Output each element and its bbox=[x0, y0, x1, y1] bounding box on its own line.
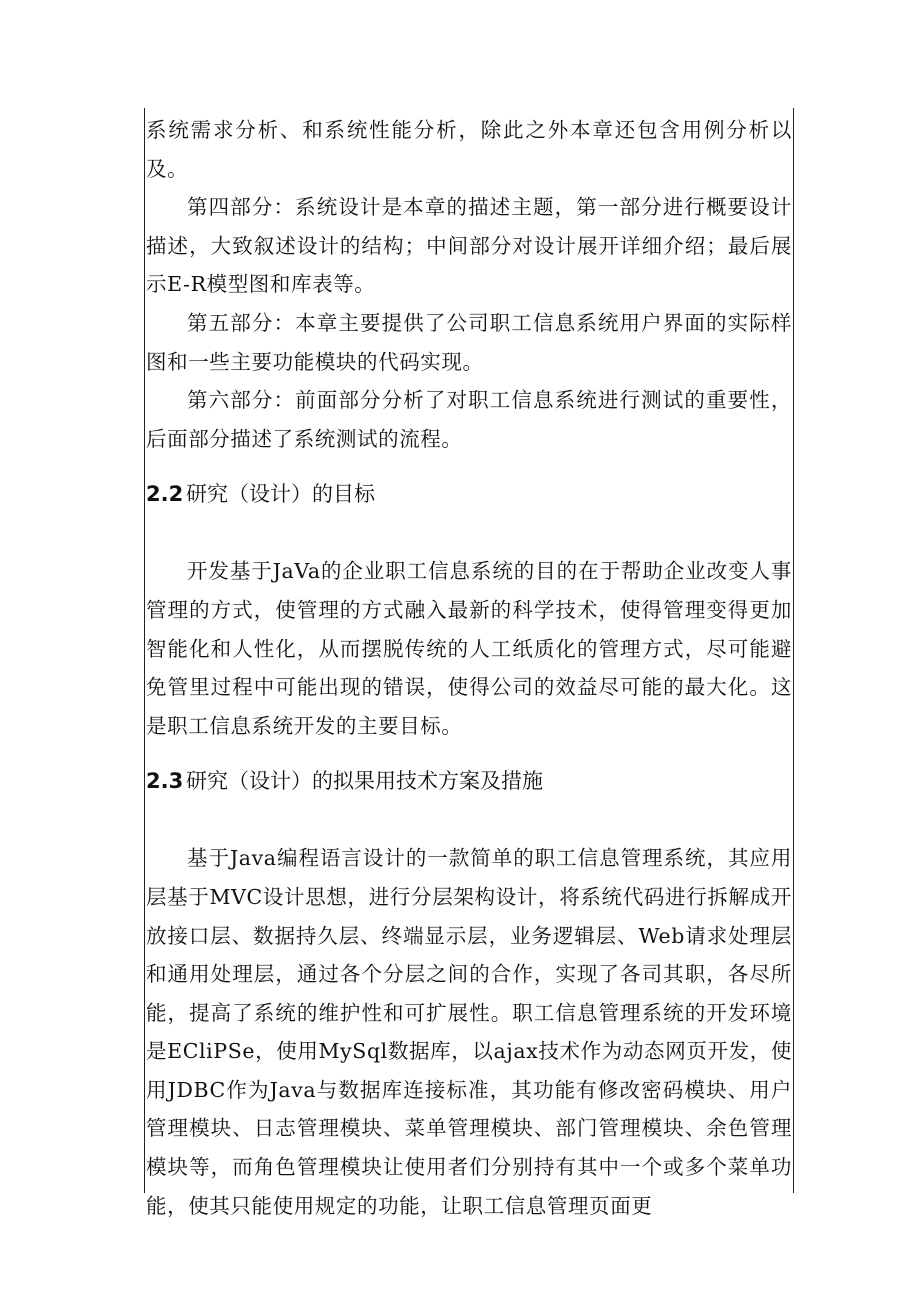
document-body bbox=[146, 111, 792, 1225]
paragraph-part-six: 第六部分：前面部分分析了对职工信息系统进行测试的重要性，后面部分描述了系统测试的流程。 bbox=[146, 388, 792, 451]
spacer bbox=[146, 518, 792, 552]
spacer bbox=[146, 745, 792, 757]
section-heading-2-3 bbox=[146, 757, 792, 805]
section-title: 研究（设计）的拟果用技术方案及措施 bbox=[186, 769, 543, 794]
section-number: 2.3 bbox=[146, 769, 184, 794]
paragraph-part-five: 第五部分：本章主要提供了公司职工信息系统用户界面的实际样图和一些主要功能模块的代码实现。 bbox=[146, 310, 792, 374]
paragraph-part-four: 第四部分：系统设计是本章的描述主题，第一部分进行概要设计描述，大致叙述设计的结构；中间部分对设计展开详细介绍；最后展示E-R模型图和库表等。 bbox=[146, 195, 792, 297]
spacer bbox=[146, 805, 792, 839]
paragraph-technical-plan: 基于Java编程语言设计的一款简单的职工信息管理系统，其应用层基于MVC设计思想，进行分层架构设计，将系统代码进行拆解成开放接口层、数据持久层、终端显示层，业务逻辑层、Web请求处理层和通用处理层，通过各个分层之间的合作，实现了各司其职，各尽所能，提高了系统的维护性和可扩展性。职工信息管理系统的开发环境是ECliPSe，使用MySql数据库，以ajax技术作为动态网页开发，使用JDBC作为Java与数据库连接标准，其功能有修改密码模块、用户管理模块、日志管理模块、菜单管理模块、部门管理模块、余色管理模块等，而角色管理模块让使用者们分别持有其中一个或多个菜单功能，使其只能使用规定的功能，让职工信息管理页面更 bbox=[146, 846, 792, 1218]
section-heading-2-2 bbox=[146, 470, 792, 518]
paragraph-goal: 开发基于JaVa的企业职工信息系统的目的在于帮助企业改变人事管理的方式，使管理的方式融入最新的科学技术，使得管理变得更加智能化和人性化，从而摆脱传统的人工纸质化的管理方式，尽可能避免管里过程中可能出现的错误，使得公司的效益尽可能的最大化。这是职工信息系统开发的主要目标。 bbox=[146, 559, 792, 738]
section-number: 2.2 bbox=[146, 482, 184, 507]
section-title: 研究（设计）的目标 bbox=[186, 482, 375, 507]
paragraph-continuation: 系统需求分析、和系统性能分析，除此之外本章还包含用例分析以及。 bbox=[146, 118, 792, 181]
spacer bbox=[146, 458, 792, 470]
